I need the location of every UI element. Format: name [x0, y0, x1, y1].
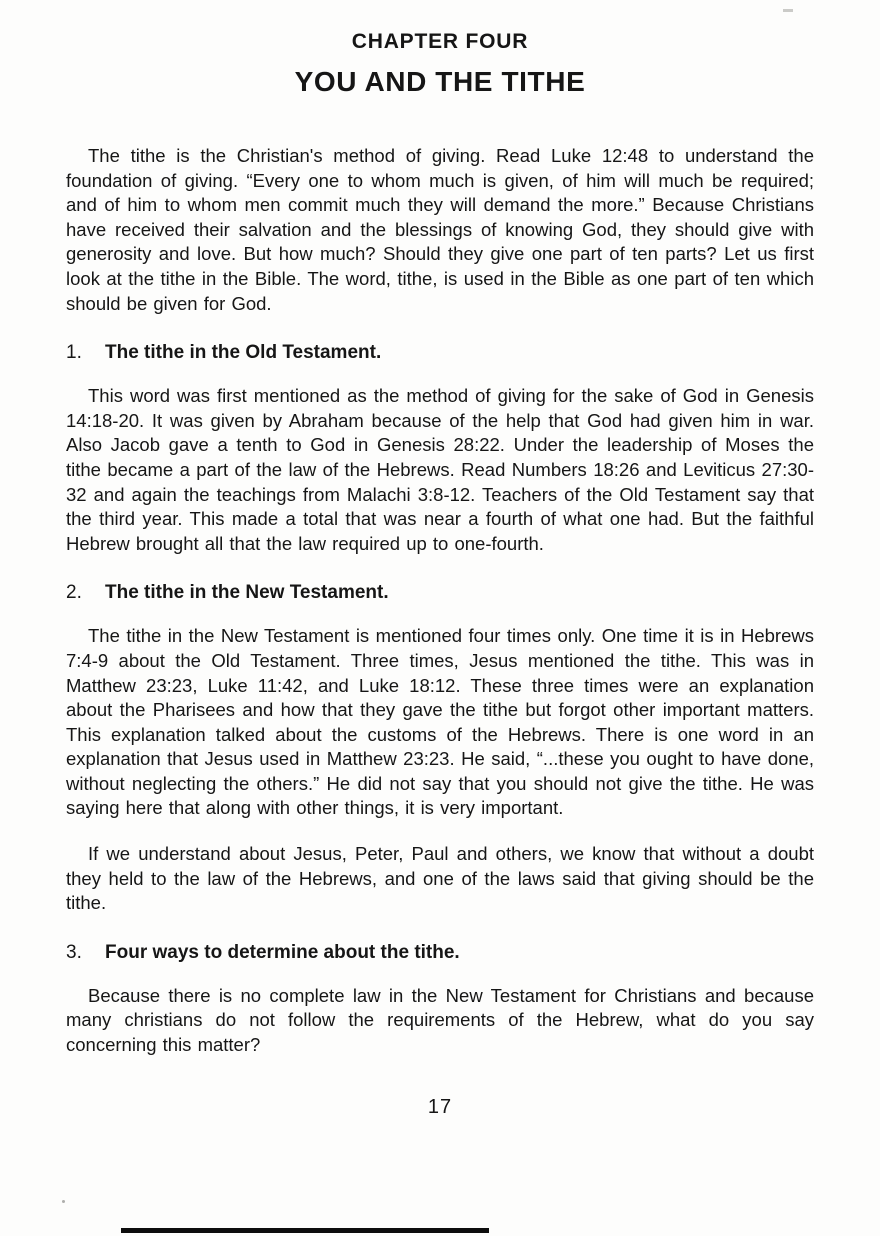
section-1-paragraph: This word was first mentioned as the method of giving for the sake of God in Genesis 14:18-20. It was given by Abraham because of the help that God had given him in war. Also Jacob gave a tenth to God in Genesis 28:22. Under the leadership of Moses the tithe became a part of the law of the Hebrews. Read Numbers 18:26 and Leviticus 27:30-32 and again the teachings from Malachi 3:8-12. Teachers of the Old Testament say that the third year. This made a total that was near a fourth of what one had. But the faithful Hebrew brought all that the law required up to one-fourth. [66, 385, 814, 554]
section-2-title: The tithe in the New Testament. [105, 582, 389, 604]
section-1-number: 1. [66, 342, 82, 364]
section-3-number: 3. [66, 941, 82, 963]
section-2-paragraph-1: The tithe in the New Testament is mentioned four times only. One time it is in Hebrews 7:4-9 about the Old Testament. Three times, Jesus mentioned the tithe. This was in Matthew 23:23, Luke 11:42, and Luke 18:12. These three times were an explanation about the Pharisees and how that they gave the tithe but forgot other important matters. This explanation talked about the customs of the Hebrews. There is one word in an explanation that Jesus used in Matthew 23:23. He said, “...these you ought to have done, without neglecting the others.” He did not say that you should not give the tithe. He was saying here that along with other things, it is very important. [66, 625, 814, 819]
section-1-title: The tithe in the Old Testament. [105, 342, 382, 364]
chapter-label: CHAPTER FOUR [351, 30, 529, 53]
scan-artifact-speck [62, 1200, 65, 1203]
intro-paragraph: The tithe is the Christian's method of giving. Read Luke 12:48 to understand the foundation of giving. “Every one to whom much is given, of him will much be required; and of him to whom men commit much they will demand the more.” Because Christians have received their salvation and the blessings of knowing God, they should give with generosity and love. But how much? Should they give one part of ten parts? Let us first look at the tithe in the Bible. The word, tithe, is used in the Bible as one part of ten which should be given for God. [66, 145, 814, 314]
scan-artifact-speck [783, 9, 793, 12]
section-2-paragraph-2: If we understand about Jesus, Peter, Paul and others, we know that without a doubt they held to the law of the Hebrews, and one of the laws said that giving should be the tithe. [66, 843, 814, 914]
section-2-heading [66, 581, 814, 605]
page-content [66, 30, 814, 1119]
section-3-title: Four ways to determine about the tithe. [105, 941, 460, 963]
section-3-paragraph: Because there is no complete law in the New Testament for Christians and because many christians do not follow the requirements of the Hebrew, what do you say concerning this matter? [66, 984, 814, 1056]
section-1-heading [66, 341, 814, 365]
page-number: 17 [427, 1095, 453, 1118]
section-2-number: 2. [66, 582, 82, 604]
section-3-heading [66, 941, 814, 965]
page-title: YOU AND THE TITHE [294, 66, 586, 97]
footer-rule [121, 1228, 489, 1233]
